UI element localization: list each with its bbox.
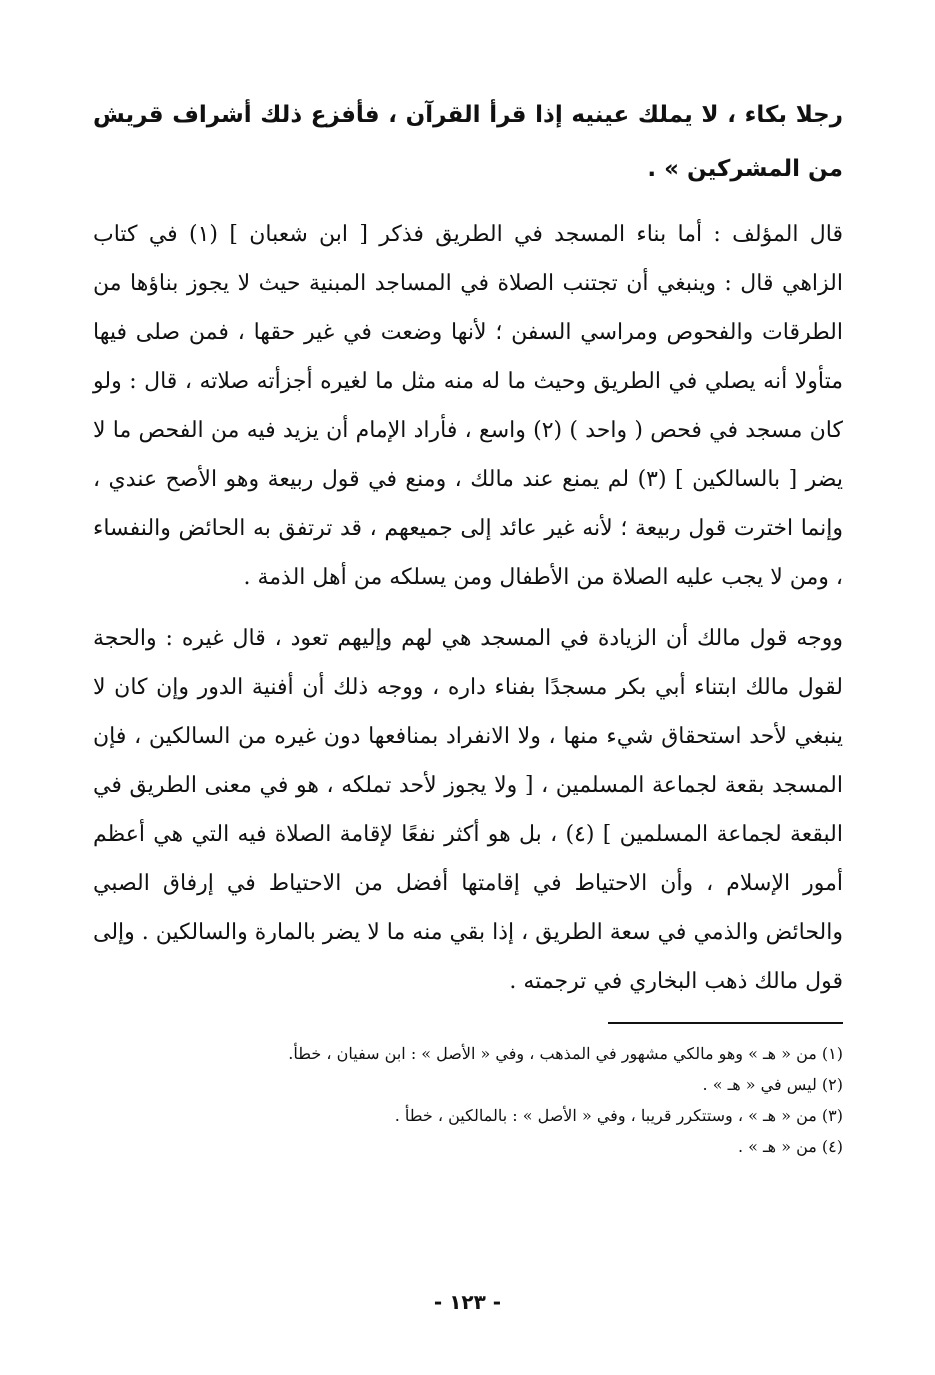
paragraph-author-note: قال المؤلف : أما بناء المسجد في الطريق فذكر [ ابن شعبان ] (١) في كتاب الزاهي قال : وينبغي أن تجتنب الصلاة في المساجد المبنية حيث لا يجوز بناؤها من الطرقات والفحوص ومراسي السفن ؛ لأنها وضعت في غير حقها ، فمن صلى فيها متأولا أنه يصلي في الطريق وحيث ما له منه مثل ما لغيره أجزأته صلاته ، قال : ولو كان مسجد في فحص ( واحد ) (٢) واسع ، فأراد الإمام أن يزيد فيه من الفحص ما لا يضر [ بالسالكين ] (٣) لم يمنع عند مالك ، ومنع في قول ربيعة وهو الأصح عندي ، وإنما اخترت قول ربيعة ؛ لأنه غير عائد إلى جميعهم ، قد ترتفق به الحائض والنفساء ، ومن لا يجب عليه الصلاة من الأطفال ومن يسلكه من أهل الذمة .	[93, 222, 844, 590]
continuation-text: رجلا بكاء ، لا يملك عينيه إذا قرأ القرآن ، فأفزع ذلك أشراف قريش من المشركين » .	[93, 102, 843, 182]
page-body	[93, 88, 843, 1375]
footnote-2: (٢) ليس في « هـ » .	[702, 1075, 843, 1094]
footnote-1: (١) من « هـ » وهو مالكي مشهور في المذهب ، وفي « الأصل » : ابن سفيان ، خطأ.	[288, 1044, 843, 1063]
footnote-4: (٤) من « هـ » .	[737, 1137, 843, 1156]
paragraph-malik-argument: ووجه قول مالك أن الزيادة في المسجد هي لهم وإليهم تعود ، قال غيره : والحجة لقول مالك ابتناء أبي بكر مسجدًا بفناء داره ، ووجه ذلك أن أفنية الدور وإن كان لا ينبغي لأحد استحقاق شيء منها ، ولا الانفراد بمنافعها دون غيره من السالكين ، فإن المسجد بقعة لجماعة المسلمين ، [ ولا يجوز لأحد تملكه ، هو في معنى الطريق في البقعة لجماعة المسلمين ] (٤) ، بل هو أكثر نفعًا لإقامة الصلاة فيه التي هي أعظم أمور الإسلام ، وأن الاحتياط في إقامتها أفضل من الاحتياط في إرفاق الصبي والحائض والذمي في سعة الطريق ، إذا بقي منه ما لا يضر بالمارة والسالكين . وإلى قول مالك ذهب البخاري في ترجمته .	[93, 626, 843, 994]
page-number: - ١٢٣ -	[433, 1290, 502, 1314]
footnote-separator	[608, 1022, 843, 1024]
footnote-3: (٣) من « هـ » ، وستتكرر قريبا ، وفي « الأصل » : بالمالكين ، خطأ .	[394, 1106, 843, 1125]
footnotes	[93, 1038, 843, 1162]
